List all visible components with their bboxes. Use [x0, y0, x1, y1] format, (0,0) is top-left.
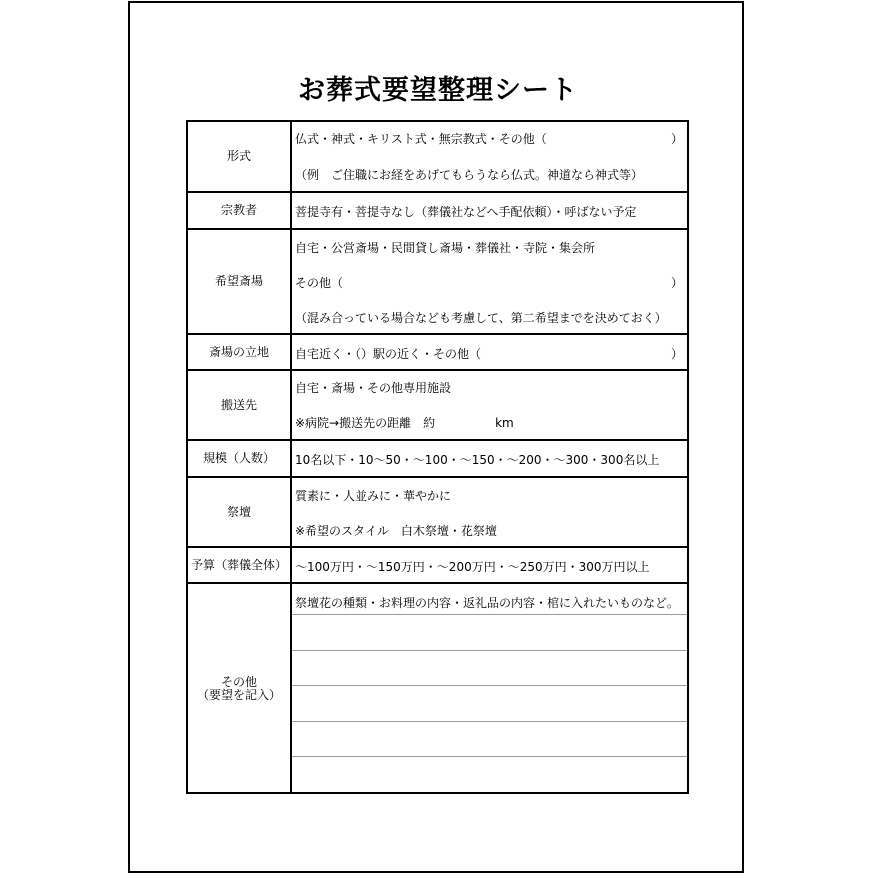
writing-line[interactable]	[292, 614, 687, 615]
note-text: 祭壇花の種類・お料理の内容・返礼品の内容・棺に入れたいものなど。	[295, 596, 680, 610]
row-content: 自宅・公営斎場・民間貸し斎場・葬儀社・寺院・集会所 その他（ ） （混み合っている場合なども考慮して、第二希望までを決めておく）	[295, 241, 683, 325]
row-content	[292, 478, 687, 546]
row-preferred-venue	[188, 228, 687, 333]
row-transport-destination	[188, 369, 687, 439]
writing-line[interactable]	[292, 685, 687, 686]
option-text: 10名以下・10～50・～100・～150・～200・～300・300名以上	[295, 453, 660, 467]
row-label: 規模（人数）	[188, 441, 292, 476]
row-label: 予算（葬儀全体）	[188, 548, 292, 582]
option-text: その他（	[295, 276, 344, 290]
option-text: 菩提寺有・菩提寺なし（葬儀社などへ手配依頼）・呼ばない予定	[295, 205, 637, 219]
note-text: （例 ご住職にお経をあげてもらうなら仏式。神道なら神式等）	[295, 168, 644, 182]
row-label: 搬送先	[188, 371, 292, 439]
note-text: （混み合っている場合なども考慮して、第二希望までを決めておく）	[295, 311, 667, 325]
row-content: 自宅近く・（）駅の近く・その他（ ）	[295, 347, 683, 361]
row-content	[292, 441, 687, 476]
option-text: 自宅近く・（）駅の近く・その他（	[295, 347, 482, 361]
row-content	[292, 584, 687, 794]
row-label: 形式	[188, 122, 292, 191]
row-content: 仏式・神式・キリスト式・無宗教式・その他（ ） （例 ご住職にお経をあげてもらうなら仏式。神道なら神式等）	[295, 132, 683, 182]
note-text: ※病院→搬送先の距離 約 km	[295, 416, 514, 430]
row-venue-location	[188, 333, 687, 369]
note-text: ※希望のスタイル 白木祭壇・花祭壇	[295, 524, 497, 538]
row-label: 宗教者	[188, 193, 292, 228]
document-title: お葬式要望整理シート	[298, 75, 578, 106]
row-altar	[188, 476, 687, 546]
option-text: 仏式・神式・キリスト式・無宗教式・その他（	[295, 132, 547, 146]
row-scale-attendees	[188, 439, 687, 476]
row-content	[292, 548, 687, 582]
option-text: 自宅・斎場・その他専用施設	[295, 381, 452, 395]
row-format	[188, 122, 687, 191]
option-text: 自宅・公営斎場・民間貸し斎場・葬儀社・寺院・集会所	[295, 241, 596, 255]
writing-line[interactable]	[292, 721, 687, 722]
row-label: 祭壇	[188, 478, 292, 546]
row-budget	[188, 546, 687, 582]
option-text: ～100万円・～150万円・～200万円・～250万円・300万円以上	[295, 560, 650, 574]
row-label: その他 （要望を記入）	[188, 584, 292, 794]
row-other-requests	[188, 582, 687, 794]
writing-line[interactable]	[292, 650, 687, 651]
row-label: 希望斎場	[188, 230, 292, 333]
row-religious-officiant	[188, 191, 687, 228]
row-label: 斎場の立地	[188, 335, 292, 369]
row-content	[292, 371, 687, 439]
writing-line[interactable]	[292, 756, 687, 757]
row-content	[292, 193, 687, 228]
option-text: 質素に・人並みに・華やかに	[295, 489, 452, 503]
request-form-table	[186, 120, 689, 794]
